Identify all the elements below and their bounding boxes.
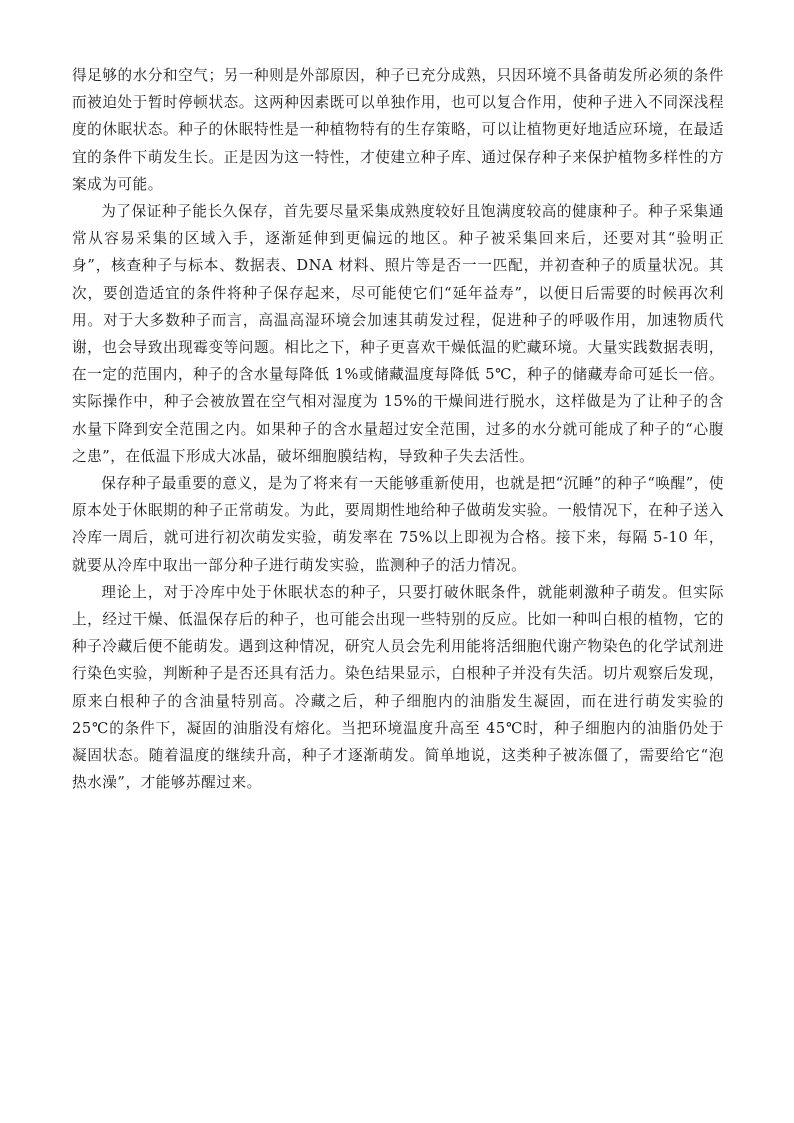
paragraph-continued: 得足够的水分和空气；另一种则是外部原因，种子已充分成熟，只因环境不具备萌发所必须的条件而被迫处于暂时停顿状态。这两种因素既可以单独作用，也可以复合作用，使种子进入不同深浅程度的休眠状态。种子的休眠特性是一种植物特有的生存策略，可以让植物更好地适应环境，在最适宜的条件下萌发生长。正是因为这一特性，才使建立种子库、通过保存种子来保护植物多样性的方案成为可能。	[72, 67, 724, 193]
paragraph-dormancy-theory: 理论上，对于冷库中处于休眠状态的种子，只要打破休眠条件，就能刺激种子萌发。但实际上，经过干燥、低温保存后的种子，也可能会出现一些特别的反应。比如一种叫白根的植物，它的种子冷藏后便不能萌发。遇到这种情况，研究人员会先利用能将活细胞代谢产物染色的化学试剂进行染色实验，判断种子是否还具有活力。染色结果显示，白根种子并没有失活。切片观察后发现，原来白根种子的含油量特别高。冷藏之后，种子细胞内的油脂发生凝固，而在进行萌发实验的 25℃的条件下，凝固的油脂没有熔化。当把环境温度升高至 45℃时，种子细胞内的油脂仍处于凝固状态。随着温度的继续升高，种子才逐渐萌发。简单地说，这类种子被冻僵了，需要给它“泡热水澡”，才能够苏醒过来。	[72, 583, 724, 792]
paragraph-seed-preservation: 为了保证种子能长久保存，首先要尽量采集成熟度较好且饱满度较高的健康种子。种子采集通常从容易采集的区域入手，逐渐延伸到更偏远的地区。种子被采集回来后，还要对其“验明正身”，核查种子与标本、数据表、DNA 材料、照片等是否一一匹配，并初查种子的质量状况。其次，要创造适宜的条件将种子保存起来，尽可能使它们“延年益寿”，以便日后需要的时候再次利用。对于大多数种子而言，高温高湿环境会加速其萌发过程，促进种子的呼吸作用，加速物质代谢，也会导致出现霉变等问题。相比之下，种子更喜欢干燥低温的贮藏环境。大量实践数据表明，在一定的范围内，种子的含水量每降低 1%或储藏温度每降低 5℃，种子的储藏寿命可延长一倍。实际操作中，种子会被放置在空气相对湿度为 15%的干燥间进行脱水，这样做是为了让种子的含水量下降到安全范围之内。如果种子的含水量超过安全范围，过多的水分就可能成了种子的“心腹之患”，在低温下形成大冰晶，破坏细胞膜结构，导致种子失去活性。	[72, 203, 724, 465]
article-body	[72, 62, 724, 796]
paragraph-germination-test: 保存种子最重要的意义，是为了将来有一天能够重新使用，也就是把“沉睡”的种子“唤醒”，使原本处于休眠期的种子正常萌发。为此，要周期性地给种子做萌发实验。一般情况下，在种子送入冷库一周后，就可进行初次萌发实验，萌发率在 75%以上即视为合格。接下来，每隔 5-10 年，就要从冷库中取出一部分种子进行萌发实验，监测种子的活力情况。	[72, 475, 724, 574]
